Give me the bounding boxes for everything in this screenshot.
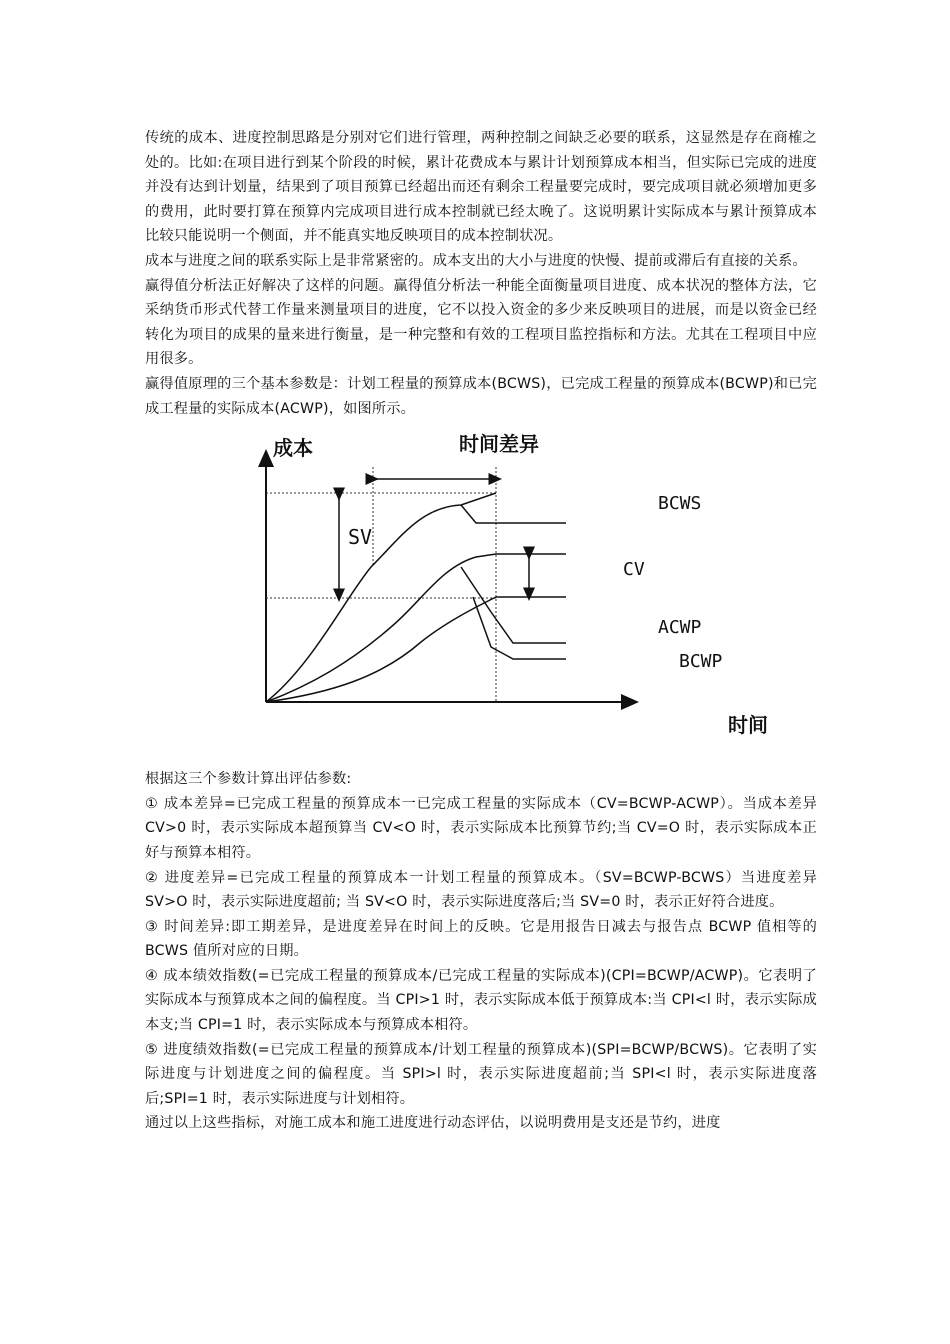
paragraph-spi: ⑤ 进度绩效指数(=已完成工程量的预算成本/计划工程量的预算成本)(SPI=BCWP/BCWS)。它表明了实际进度与计划进度之间的偏程度。当 SPI>l 时，表示实际进度超前;当 SPI<l 时，表示实际进度落后;SPI=1 时，表示实际进度与计划相符。 <box>145 1041 817 1107</box>
acwp-curve <box>266 554 496 702</box>
paragraph-cost-schedule-link: 成本与进度之间的联系实际上是非常紧密的。成本支出的大小与进度的快慢、提前或滞后有直接的关系。 <box>145 252 807 269</box>
cv-label: CV <box>623 559 645 581</box>
paragraph-schedule-variance: ② 进度差异=已完成工程量的预算成本一计划工程量的预算成本。（SV=BCWP-BCWS）当进度差异 SV>O 时，表示实际进度超前; 当 SV<O 时，表示实际进度落后;当 SV=0 时，表示正好符合进度。 <box>145 869 817 911</box>
bcwp-label: BCWP <box>679 651 723 673</box>
paragraph-evaluation-intro: 根据这三个参数计算出评估参数: <box>145 771 352 788</box>
y-axis-label: 成本 <box>273 436 313 461</box>
paragraph-time-variance: ③ 时间差异:即工期差异，是进度差异在时间上的反映。它是用报告日减去与报告点 BCWP 值相等的 BCWS 值所对应的日期。 <box>145 918 817 960</box>
time-variance-label: 时间差异 <box>459 432 539 457</box>
paragraph-traditional-control: 传统的成本、进度控制思路是分别对它们进行管理，两种控制之间缺乏必要的联系，这显然是存在商榷之处的。比如:在项目进行到某个阶段的时候，累计花费成本与累计计划预算成本相当，但实际已完成的进度并没有达到计划量，结果到了项目预算已经超出而还有剩余工程量要完成时，要完成项目就必须增加更多的费用，此时要打算在预算内完成项目进行成本控制就已经太晚了。这说明累计实际成本与累计预算成本比较只能说明一个侧面，并不能真实地反映项目的成本控制状况。 <box>145 130 817 245</box>
x-axis-label: 时间 <box>728 713 768 738</box>
sv-label: SV <box>348 525 373 550</box>
paragraph-conclusion: 通过以上这些指标，对施工成本和施工进度进行动态评估，以说明费用是支还是节约，进度 <box>145 1115 721 1132</box>
bcws-tail <box>461 505 566 523</box>
bcws-label: BCWS <box>658 493 702 515</box>
paragraph-cpi: ④ 成本绩效指数(=已完成工程量的预算成本/已完成工程量的实际成本)(CPI=BCWP/ACWP)。它表明了实际成本与预算成本之间的偏程度。当 CPI>1 时，表示实际成本低于预算成本:当 CPI<l 时，表示实际成本支;当 CPI=1 时，表示实际成本与预算成本相符。 <box>145 967 817 1034</box>
earned-value-figure <box>251 427 791 749</box>
acwp-label: ACWP <box>658 617 702 639</box>
acwp-tail <box>461 567 566 643</box>
document-page <box>145 126 817 1136</box>
bcws-curve <box>266 493 496 702</box>
paragraph-three-parameters: 赢得值原理的三个基本参数是：计划工程量的预算成本(BCWS)，已完成工程量的预算成本(BCWP)和已完成工程量的实际成本(ACWP)，如图所示。 <box>145 375 817 417</box>
earned-value-diagram <box>251 427 791 749</box>
paragraph-cost-variance: ① 成本差异=已完成工程量的预算成本一已完成工程量的实际成本（CV=BCWP-ACWP）。当成本差异 CV>0 时，表示实际成本超预算当 CV<O 时，表示实际成本比预算节约;当 CV=O 时，表示实际成本正好与预算本相符。 <box>145 795 817 861</box>
paragraph-earned-value-method: 赢得值分析法正好解决了这样的问题。赢得值分析法一种能全面衡量项目进度、成本状况的整体方法，它采纳货币形式代替工作量来测量项目的进度，它不以投入资金的多少来反映项目的进展，而是以资金已经转化为项目的成果的量来进行衡量，是一种完整和有效的工程项目监控指标和方法。尤其在工程项目中应用很多。 <box>145 277 817 368</box>
bcwp-curve <box>266 597 496 702</box>
